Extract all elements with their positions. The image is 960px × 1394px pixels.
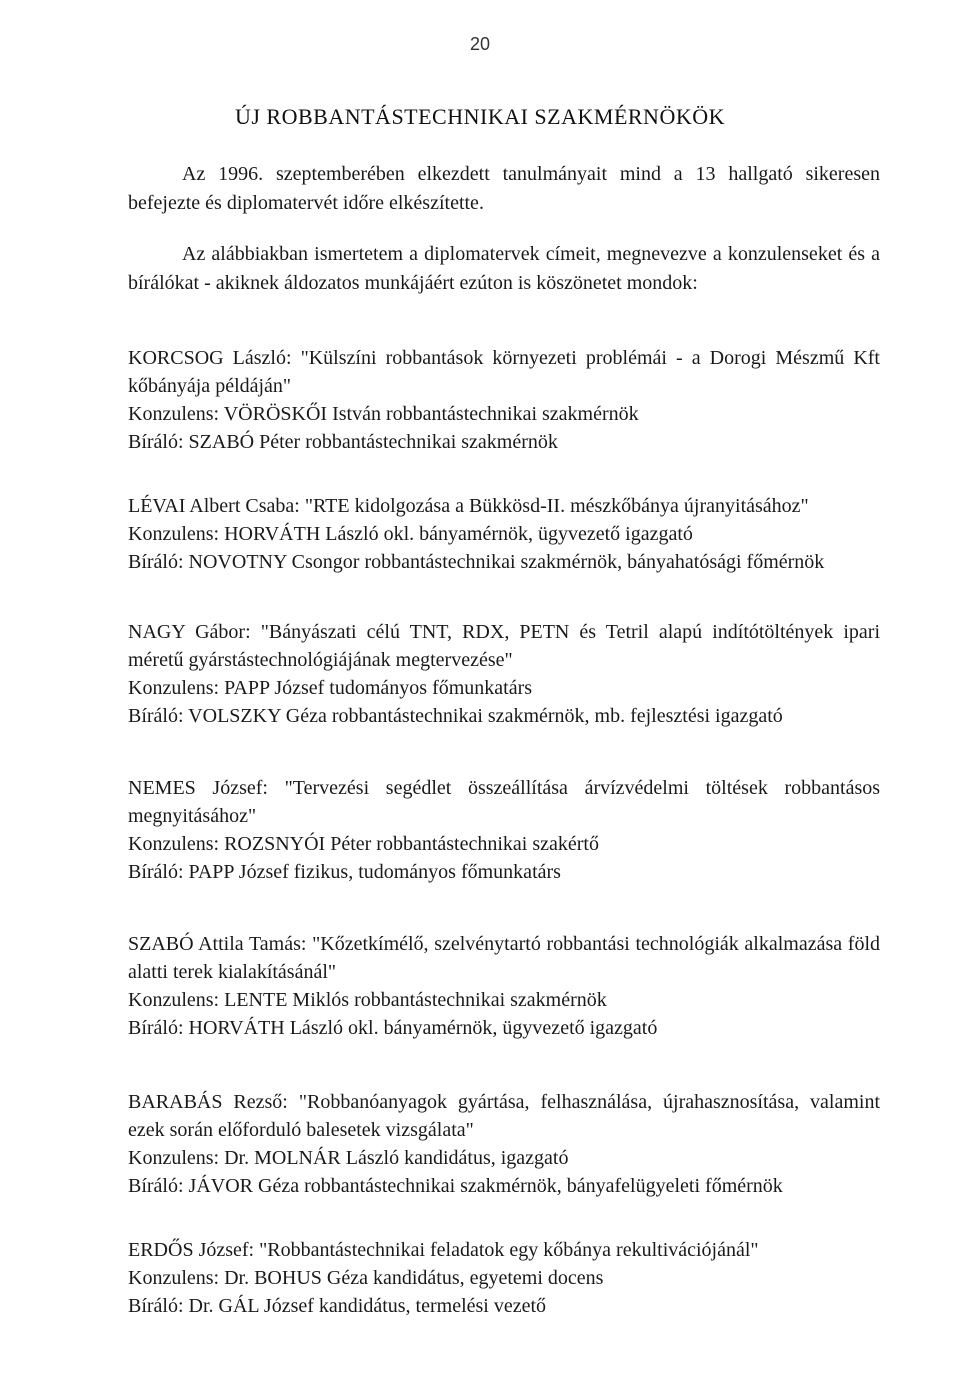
thesis-list [128,344,880,1346]
thesis-title-line [128,930,880,986]
thesis-title-line [128,774,880,830]
thesis-entry [128,618,880,730]
intro-paragraph-2 [128,240,880,298]
thesis-title-line [128,618,880,674]
reviewer-line: Bíráló: HORVÁTH László okl. bányamérnök, ügyvezető igazgató [128,1017,658,1039]
thesis-title: "Robbantástechnikai feladatok egy kőbánya rekultivációjánál" [259,1239,759,1261]
reviewer-line: Bíráló: JÁVOR Géza robbantástechnikai szakmérnök, bányafelügyeleti főmérnök [128,1175,783,1197]
page-title: ÚJ ROBBANTÁSTECHNIKAI SZAKMÉRNÖKÖK [234,104,725,129]
page-number: 20 [469,34,491,54]
thesis-entry [128,344,880,456]
consultant-line: Konzulens: HORVÁTH László okl. bányamérnök, ügyvezető igazgató [128,523,693,545]
thesis-title: "Tervezési segédlet összeállítása árvízvédelmi töltések robbantásos megnyitásához" [128,777,881,827]
author-name: BARABÁS Rezső: [128,1091,288,1113]
thesis-entry [128,930,880,1042]
consultant-line: Konzulens: VÖRÖSKŐI István robbantástechnikai szakmérnök [128,403,639,425]
author-name: NAGY Gábor: [128,621,251,643]
author-name: KORCSOG László: [128,347,292,369]
consultant-line: Konzulens: Dr. MOLNÁR László kandidátus, igazgató [128,1147,569,1169]
thesis-title-line [128,492,880,520]
thesis-title: "RTE kidolgozása a Bükkösd-II. mészkőbánya újranyitásához" [304,495,809,517]
consultant-line: Konzulens: Dr. BOHUS Géza kandidátus, egyetemi docens [128,1267,604,1289]
intro-text-2: Az alábbiakban ismertetem a diplomatervek címeit, megnevezve a konzulenseket és a bírálókat - akiknek áldozatos munkájáért ezúton is köszönetet mondok: [128,243,880,294]
reviewer-line: Bíráló: PAPP József fizikus, tudományos főmunkatárs [128,861,561,883]
intro-text-1: Az 1996. szeptemberében elkezdett tanulmányait mind a 13 hallgató sikeresen befejezte és diplomatervét időre elkészítette. [128,163,880,214]
author-name: SZABÓ Attila Tamás: [128,933,307,955]
consultant-line: Konzulens: ROZSNYÓI Péter robbantástechnikai szakértő [128,833,599,855]
thesis-entry [128,774,880,886]
intro-paragraph-1 [128,160,880,218]
thesis-title-line [128,1236,880,1264]
reviewer-line: Bíráló: Dr. GÁL József kandidátus, termelési vezető [128,1295,547,1317]
thesis-title: "Robbanóanyagok gyártása, felhasználása, újrahasznosítása, valamint ezek során előforduló balesetek vizsgálata" [128,1091,881,1141]
reviewer-line: Bíráló: SZABÓ Péter robbantástechnikai szakmérnök [128,431,558,453]
thesis-title-line [128,344,880,400]
author-name: LÉVAI Albert Csaba: [128,495,300,517]
thesis-title: "Külszíni robbantások környezeti problémái - a Dorogi Mészmű Kft kőbányája példáján" [128,347,880,397]
thesis-entry [128,1236,880,1320]
thesis-entry [128,492,880,576]
reviewer-line: Bíráló: VOLSZKY Géza robbantástechnikai szakmérnök, mb. fejlesztési igazgató [128,705,783,727]
reviewer-line: Bíráló: NOVOTNY Csongor robbantástechnikai szakmérnök, bányahatósági főmérnök [128,551,825,573]
thesis-title-line [128,1088,880,1144]
author-name: NEMES József: [128,777,268,799]
thesis-title: "Bányászati célú TNT, RDX, PETN és Tetril alapú indítótöltények ipari méretű gyárstástechnológiájának megtervezése" [128,621,881,671]
thesis-title: "Kőzetkímélő, szelvénytartó robbantási technológiák alkalmazása föld alatti terek kialakításánál" [128,933,880,983]
consultant-line: Konzulens: PAPP József tudományos főmunkatárs [128,677,533,699]
author-name: ERDŐS József: [128,1239,255,1261]
consultant-line: Konzulens: LENTE Miklós robbantástechnikai szakmérnök [128,989,607,1011]
thesis-entry [128,1088,880,1200]
